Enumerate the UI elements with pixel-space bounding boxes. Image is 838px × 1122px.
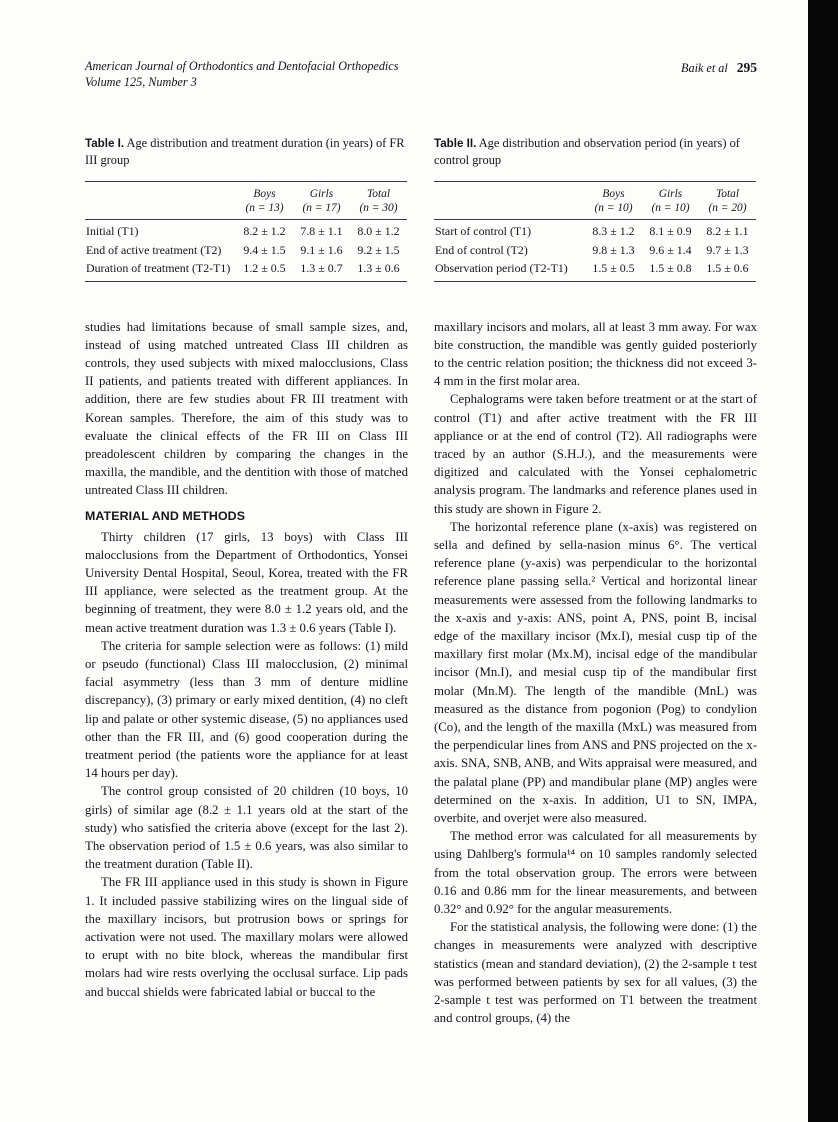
table-cell: 9.8 ± 1.3 xyxy=(592,242,635,257)
table-2-col-boys xyxy=(585,181,642,220)
row-label: Observation period (T2-T1) xyxy=(434,259,585,281)
table-2-col-girls xyxy=(642,181,699,220)
paragraph: studies had limitations because of small sample sizes, and, instead of using matched untreated Class III children as controls, they used subjects with mixed malocclusions, Class II patients, and patients treated with different appliances. In addition, there are few studies about FR III treatment with Korean samples. Therefore, the aim of this study was to evaluate the clinical effects of the FR III on Class III preadolescent children by comparing the changes in the maxilla, the mandible, and the dentition with those of matched untreated Class III children. xyxy=(85,319,408,498)
row-label: End of active treatment (T2) xyxy=(86,242,222,257)
table-row xyxy=(85,241,407,259)
col-group-label: Total xyxy=(366,187,390,200)
table-1-caption-text: Age distribution and treatment duration (in years) of FR III group xyxy=(85,135,405,168)
table-cell: 1.5 ± 0.6 xyxy=(699,259,756,281)
col-n-label: (n = 10) xyxy=(594,202,633,215)
table-cell: 9.7 ± 1.3 xyxy=(706,242,749,257)
table-1-grid xyxy=(85,181,407,282)
running-header xyxy=(85,58,757,91)
col-group-label: Boys xyxy=(602,187,625,200)
table-cell: 8.2 ± 1.1 xyxy=(706,224,749,239)
table-cell: 1.5 ± 0.8 xyxy=(642,259,699,281)
col-n-label: (n = 30) xyxy=(359,202,398,215)
table-2-header-row xyxy=(434,181,756,220)
paragraph: The horizontal reference plane (x-axis) was registered on sella and defined by sella-nasion minus 6°. The vertical reference plane (y-axis) was perpendicular to the horizontal reference plane passing sella.² Vertical and horizontal linear measurements were assessed from the following landmarks to the x-axis and y-axis: ANS, point A, PNS, point B, incisal edge of the maxillary incisor (Mx.I), mesial cusp tip of the maxillary first molar (Mx.M), incisal edge of the mandibular incisor (Mn.I), and mesial cusp tip of the mandibular first molar (Mn.M). The length of the mandible (MnL) was measured as the distance from pogonion (Pog) to condylion (Co), and the length of the maxilla (MxL) was measured from the perpendicular lines from ANS and PNS projected on the x-axis. SNA, SNB, ANB, and Wits appraisal were measured, and the palatal plane (PP) and mandibular plane (MP) angles were determined on the x-axis. In addition, U1 to SN, IMPA, overbite, and overjet were also measured. xyxy=(434,519,757,826)
journal-identification xyxy=(85,58,398,91)
col-n-label: (n = 20) xyxy=(708,202,747,215)
journal-volume: Volume 125, Number 3 xyxy=(85,75,197,90)
col-n-label: (n = 17) xyxy=(302,202,341,215)
paragraph: Thirty children (17 girls, 13 boys) with Class III malocclusions from the Department of Orthodontics, Yonsei University Dental Hospital, Seoul, Korea, treated with the FR III appliance, were selected as the treatment group. At the beginning of treatment, they were 8.0 ± 1.2 years old, and the mean active treatment duration was 1.3 ± 0.6 years (Table I). xyxy=(85,529,408,635)
table-cell: 8.2 ± 1.2 xyxy=(243,224,286,239)
table-1 xyxy=(85,135,407,282)
table-cell: 9.1 ± 1.6 xyxy=(300,242,343,257)
table-2 xyxy=(434,135,756,282)
col-group-label: Girls xyxy=(658,187,683,200)
right-column xyxy=(434,318,757,1028)
running-head-right xyxy=(681,58,757,77)
table-1-caption xyxy=(85,135,407,170)
paragraph: maxillary incisors and molars, all at least 3 mm away. For wax bite construction, the mandible was gently guided posteriorly to the centric relation position; the thickness did not exceed 3-4 mm in the first molar area. xyxy=(434,319,757,389)
table-1-header-row xyxy=(85,181,407,220)
paragraph: The criteria for sample selection were as follows: (1) mild or pseudo (functional) Class III malocclusion, (2) minimal facial asymmetry (less than 3 mm of denture midline discrepancy), (3) primary or early mixed dentition, (4) no cleft lip and palate or other systemic disease, (5) no appliances used other than the FR III, and (6) good cooperation during the treatment period (the patients wore the appliance for at least 14 hours per day). xyxy=(85,638,408,781)
table-row xyxy=(434,259,756,281)
table-cell: 9.4 ± 1.5 xyxy=(243,242,286,257)
col-group-label: Boys xyxy=(253,187,276,200)
table-cell: 9.2 ± 1.5 xyxy=(357,242,400,257)
row-label: End of control (T2) xyxy=(435,242,528,257)
running-authors: Baik et al xyxy=(681,61,728,75)
table-2-caption xyxy=(434,135,756,170)
table-cell: 8.0 ± 1.2 xyxy=(357,224,400,239)
table-1-col-total xyxy=(350,181,407,220)
table-row xyxy=(434,220,756,241)
table-2-col-total xyxy=(699,181,756,220)
table-cell: 1.3 ± 0.6 xyxy=(350,259,407,281)
table-2-caption-text: Age distribution and observation period (in years) of control group xyxy=(434,135,740,168)
table-1-col-girls xyxy=(293,181,350,220)
paragraph: The FR III appliance used in this study is shown in Figure 1. It included passive stabilizing wires on the lingual side of the maxillary incisors, but protrusion bows or springs for activation were not used. The maxillary molars were allowed to erupt with no bite block, whereas the mandibular first molars had wire rests overlying the occlusal surface. Lip pads and buccal shields were fabricated labial or buccal to the xyxy=(85,875,408,999)
table-row xyxy=(85,259,407,281)
journal-title: American Journal of Orthodontics and Dentofacial Orthopedics xyxy=(85,59,399,73)
table-2-grid xyxy=(434,181,756,282)
col-n-label: (n = 10) xyxy=(651,202,690,215)
row-label: Start of control (T1) xyxy=(435,224,532,239)
table-1-col-boys xyxy=(236,181,293,220)
tables-row xyxy=(85,135,757,282)
table-cell: 9.6 ± 1.4 xyxy=(649,242,692,257)
table-cell: 7.8 ± 1.1 xyxy=(300,224,343,239)
page-number: 295 xyxy=(736,60,757,75)
col-group-label: Total xyxy=(715,187,739,200)
table-cell: 1.2 ± 0.5 xyxy=(236,259,293,281)
table-cell: 8.1 ± 0.9 xyxy=(649,224,692,239)
table-1-stub-header xyxy=(85,181,236,220)
table-cell: 1.3 ± 0.7 xyxy=(293,259,350,281)
paragraph: For the statistical analysis, the following were done: (1) the changes in measurements were analyzed with descriptive statistics (mean and standard deviation), (2) the 2-sample t test was performed between patients by sex for all values, (3) the 2-sample t test was performed on T1 between the treatment and control groups, (4) the xyxy=(434,920,757,1026)
body-text xyxy=(85,318,757,1028)
table-cell: 8.3 ± 1.2 xyxy=(592,224,635,239)
paragraph: Cephalograms were taken before treatment or at the start of control (T1) and after active treatment with the FR III appliance or at the end of control (T2). All radiographs were traced by an author (S.H.J.), and the measurements were digitized and calculated with the Yonsei cephalometric analysis program. The landmarks and reference planes used in this study are shown in Figure 2. xyxy=(434,392,757,516)
col-n-label: (n = 13) xyxy=(245,202,284,215)
scan-edge-bar xyxy=(808,0,838,1122)
table-2-stub-header xyxy=(434,181,585,220)
left-column xyxy=(85,318,408,1028)
table-row xyxy=(434,241,756,259)
row-label: Initial (T1) xyxy=(86,224,139,239)
table-row xyxy=(85,220,407,241)
table-2-label: Table II. xyxy=(434,136,477,150)
paragraph: The control group consisted of 20 children (10 boys, 10 girls) of similar age (8.2 ± 1.1 years old at the start of the study) who satisfied the criteria above (except for the last 2). The observation period of 1.5 ± 0.6 years, was also similar to the treatment duration (Table II). xyxy=(85,784,408,872)
col-group-label: Girls xyxy=(309,187,334,200)
table-cell: 1.5 ± 0.5 xyxy=(585,259,642,281)
table-1-label: Table I. xyxy=(85,136,125,150)
section-heading-material-and-methods: MATERIAL AND METHODS xyxy=(85,508,246,523)
paragraph: The method error was calculated for all measurements by using Dahlberg's formula¹⁴ on 10 samples randomly selected from the total observation group. The errors were between 0.16 and 0.86 mm for the linear measurements, and between 0.32° and 0.92° for the angular measurements. xyxy=(434,829,757,917)
row-label: Duration of treatment (T2-T1) xyxy=(85,259,236,281)
page-content xyxy=(85,58,757,1028)
